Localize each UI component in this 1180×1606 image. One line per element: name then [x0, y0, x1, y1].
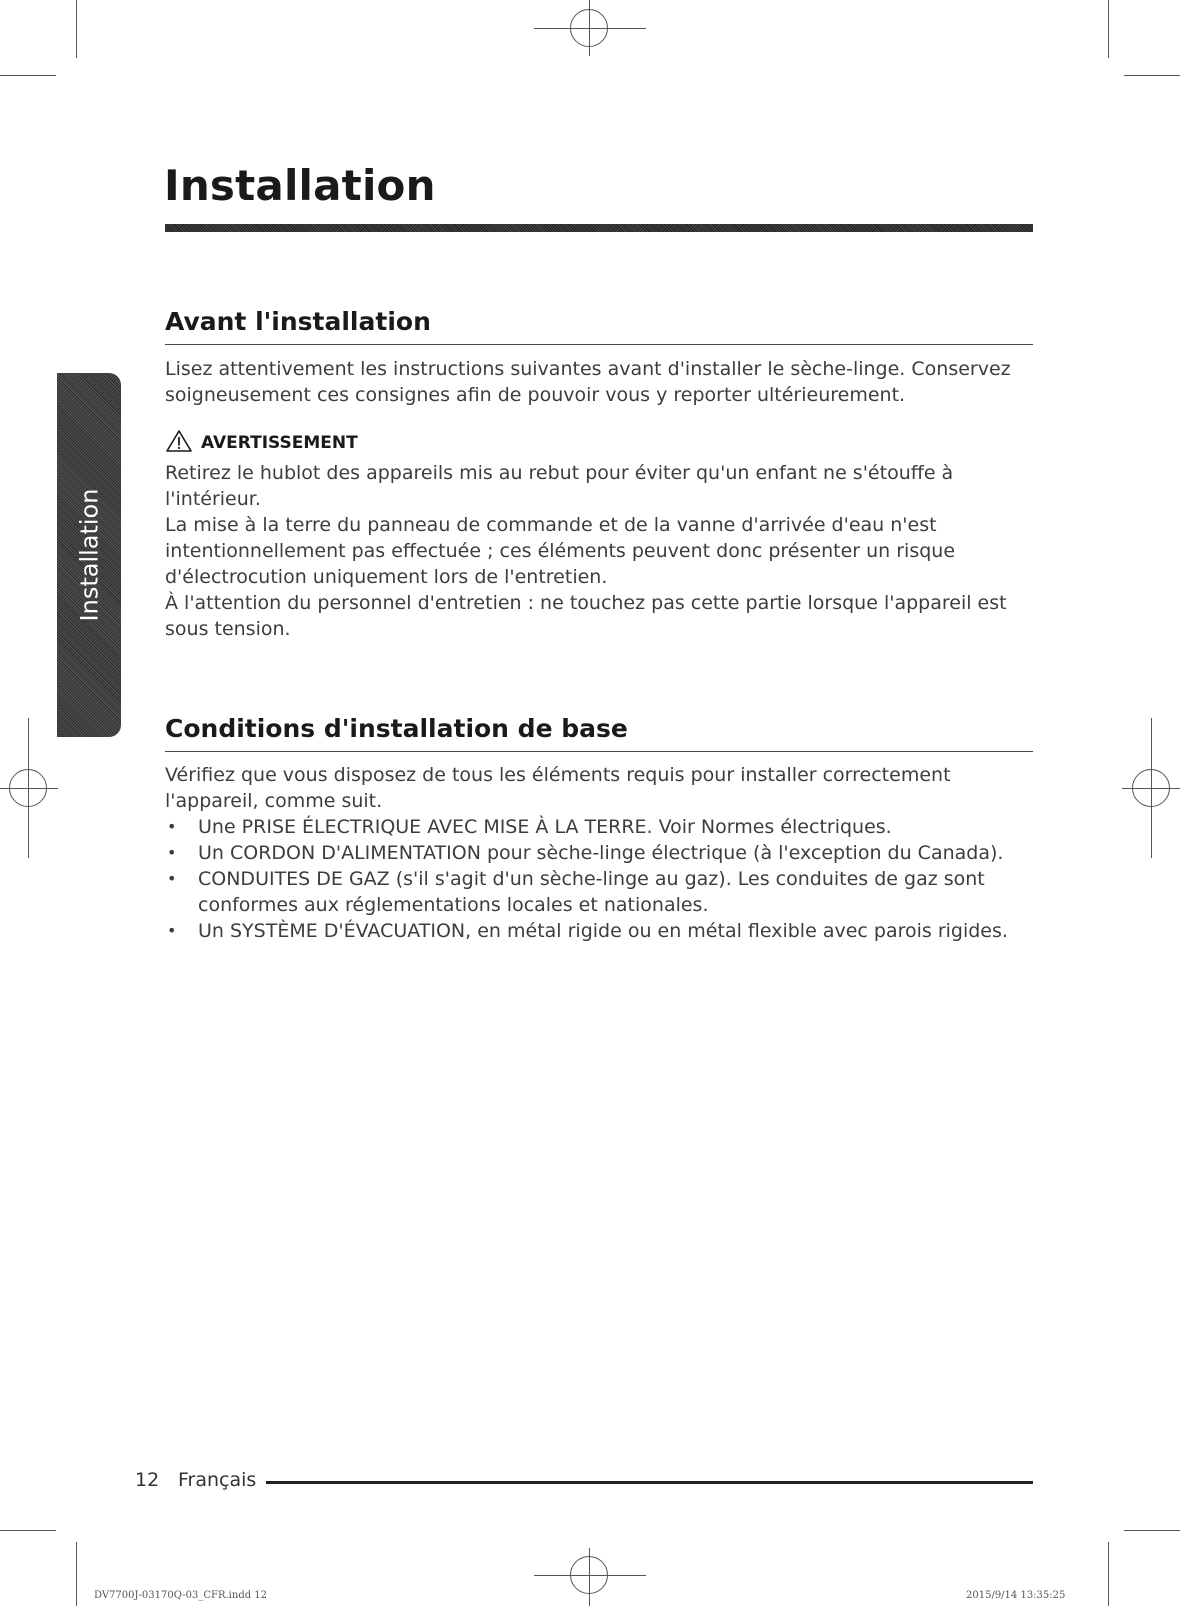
page-title: Installation: [164, 161, 436, 210]
section-rule: [165, 751, 1033, 752]
warning-label: AVERTISSEMENT: [201, 433, 358, 453]
section2-body: [165, 762, 1025, 944]
intro-paragraph: Vérifiez que vous disposez de tous les éléments requis pour installer correctement l'appareil, comme suit.: [165, 764, 951, 812]
footer-language: Français: [178, 1469, 257, 1491]
page-number: 12: [135, 1469, 160, 1491]
side-tab-label-wrap: [57, 373, 121, 737]
section-title-before-installation: Avant l'installation: [165, 307, 431, 336]
requirements-list: [165, 814, 1025, 944]
title-rule: [165, 224, 1033, 232]
warning-paragraph: À l'attention du personnel d'entretien : ne touchez pas cette partie lorsque l'appareil est sous tension.: [165, 592, 1007, 640]
print-timestamp: 2015/9/14 13:35:25: [966, 1590, 1066, 1601]
footer-rule: [266, 1481, 1033, 1484]
warning-paragraph: Retirez le hublot des appareils mis au rebut pour éviter qu'un enfant ne s'étouffe à l'intérieur.: [165, 462, 954, 510]
list-item: • Un CORDON D'ALIMENTATION pour sèche-linge électrique (à l'exception du Canada).: [165, 840, 1025, 866]
warning-paragraph: La mise à la terre du panneau de commande et de la vanne d'arrivée d'eau n'est intentionnellement pas effectuée ; ces éléments peuvent donc présenter un risque d'électrocution uniquement lors de l'entretien.: [165, 514, 956, 588]
warning-triangle-icon: [165, 429, 193, 457]
section-rule: [165, 344, 1033, 345]
warning-body: [165, 460, 1025, 642]
file-slug: DV7700J-03170Q-03_CFR.indd 12: [94, 1590, 268, 1601]
intro-paragraph: Lisez attentivement les instructions suivantes avant d'installer le sèche-linge. Conservez soigneusement ces consignes afin de pouvoir vous y reporter ultérieurement.: [165, 358, 1011, 406]
section-title-basic-conditions: Conditions d'installation de base: [165, 714, 628, 743]
warning-heading: [165, 430, 358, 456]
section1-intro: [165, 356, 1025, 408]
list-item: • Une PRISE ÉLECTRIQUE AVEC MISE À LA TERRE. Voir Normes électriques.: [165, 814, 1025, 840]
list-item: • Un SYSTÈME D'ÉVACUATION, en métal rigide ou en métal flexible avec parois rigides.: [165, 918, 1025, 944]
list-item: • CONDUITES DE GAZ (s'il s'agit d'un sèche-linge au gaz). Les conduites de gaz sont conformes aux réglementations locales et nationales.: [165, 866, 1025, 918]
side-tab-label: Installation: [75, 488, 103, 622]
